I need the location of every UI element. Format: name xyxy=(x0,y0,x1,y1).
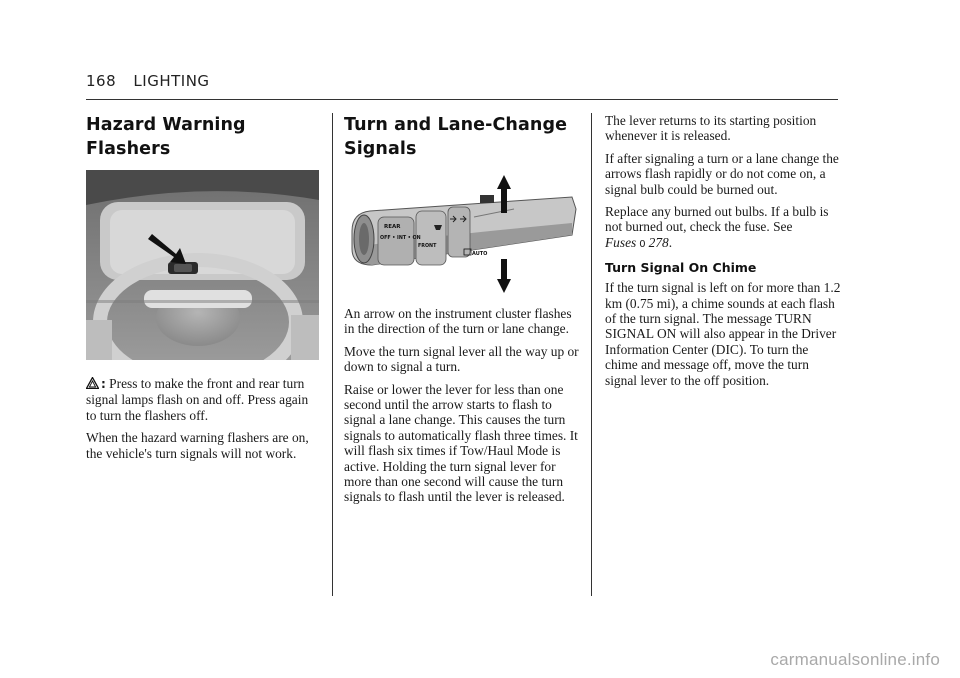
column-turn-signals xyxy=(344,113,579,512)
lever-tip-icon xyxy=(480,195,494,203)
turn-paragraph-2: Move the turn signal lever all the way up or down to signal a turn. xyxy=(344,343,579,375)
replace-bulbs-end: . xyxy=(668,234,673,250)
fuses-page-ref[interactable]: 278 xyxy=(648,234,669,250)
chime-paragraph: If the turn signal is left on for more than 1.2 km (0.75 mi), a chime sounds at each flash of the turn signal. The message TURN SIGNAL ON will also appear in the Driver Information Center (DIC). To turn the chime and message off, move the turn signal lever to the off position. xyxy=(605,280,841,388)
replace-bulbs-paragraph xyxy=(605,204,841,252)
section-title: LIGHTING xyxy=(133,72,210,90)
hazard-colon: : xyxy=(101,377,106,391)
turn-signal-heading-line1: Turn and Lane-Change xyxy=(344,115,568,135)
chime-subheading: Turn Signal On Chime xyxy=(605,260,757,276)
off-int-on-label: OFF • INT • ON xyxy=(380,236,421,241)
hazard-triangle-icon xyxy=(86,377,99,389)
page-ref-arrow-icon: 0 xyxy=(639,238,646,250)
lever-return-paragraph: The lever returns to its starting position whenever it is released. xyxy=(605,113,817,144)
turn-signal-heading xyxy=(344,113,579,161)
header-rule xyxy=(86,99,838,100)
column-divider-1 xyxy=(332,113,333,596)
front-label: FRONT xyxy=(418,244,437,249)
column-continued xyxy=(605,113,841,395)
replace-bulbs-text: Replace any burned out bulbs. If a bulb is not burned out, check the fuse. See xyxy=(605,204,829,235)
watermark: carmanualsonline.info xyxy=(770,650,940,669)
rear-label: REAR xyxy=(384,224,401,230)
hazard-text-1: Press to make the front and rear turn signal lamps flash on and off. Press again to turn the flashers off. xyxy=(86,376,309,423)
turn-paragraph-1: An arrow on the instrument cluster flashes in the direction of the turn or lane change. xyxy=(344,306,572,337)
turn-signal-heading-line2: Signals xyxy=(344,139,417,159)
fuses-link[interactable]: Fuses xyxy=(605,234,637,250)
auto-label: AUTO xyxy=(472,251,488,257)
hazard-paragraph-1 xyxy=(86,376,319,423)
turn-signal-lever-figure xyxy=(344,169,579,293)
bulb-out-paragraph: If after signaling a turn or a lane change the arrows flash rapidly or do not come on, a signal bulb could be burned out. xyxy=(605,150,839,197)
turn-paragraph-3: Raise or lower the lever for less than one second until the arrow starts to flash to signal a lane change. This causes the turn signals to automatically flash three times. It will flash six times if Tow/Haul Mode is active. Holding the turn signal lever for more than one second will cause the turn signals to flash until the lever is released. xyxy=(344,381,578,505)
page-number: 168 xyxy=(86,72,117,90)
page-header xyxy=(86,72,210,90)
dashboard-hazard-figure xyxy=(86,170,319,360)
hazard-paragraph-2: When the hazard warning flashers are on, the vehicle's turn signals will not work. xyxy=(86,430,309,461)
hazard-heading: Hazard Warning Flashers xyxy=(86,115,246,159)
column-hazard xyxy=(86,113,319,468)
column-divider-2 xyxy=(591,113,592,596)
